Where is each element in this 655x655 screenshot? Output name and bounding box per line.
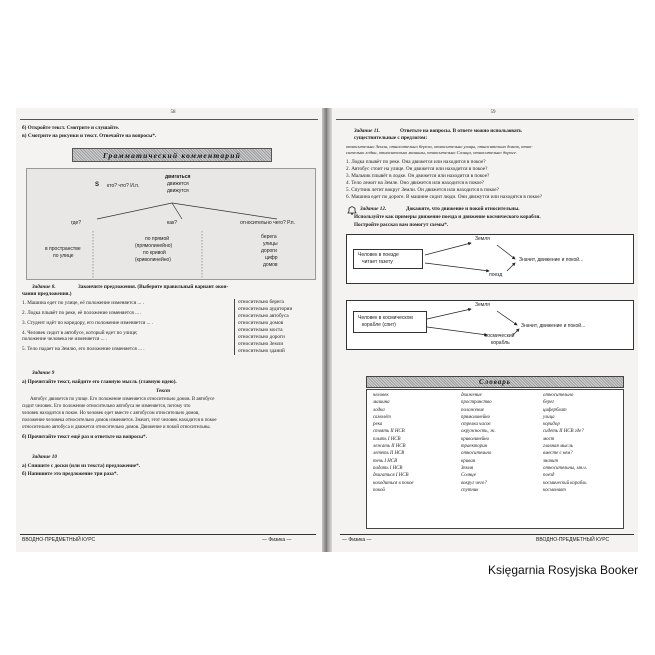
dictionary-title: Словарь	[366, 376, 624, 388]
word: лежать II НСВ	[373, 444, 406, 450]
word: плыть I НСВ	[373, 436, 401, 442]
footer-course: ВВОДНО-ПРЕДМЕТНЫЙ КУРС	[536, 537, 610, 543]
task-v-look: в) Смотрите на рисунки и текст. Отвечайте на вопросы*.	[22, 133, 157, 139]
task10-b: б) Напишите это предложение три раза*.	[22, 471, 118, 477]
train-subject-1: Человек в поезде	[358, 252, 399, 258]
task9-a: а) Прочитайте текст, найдите его главную мысль (главную идею).	[22, 379, 177, 385]
word: относительно	[543, 393, 574, 398]
how-1: по прямой	[145, 236, 170, 242]
task11-item-6: 6. Машина едет по дороге. В машине сидит люди. Они движутся или находятся в покое?	[346, 194, 543, 200]
rel-1: берега	[261, 234, 277, 240]
word: кривая	[461, 458, 475, 464]
task12-heading: Задание 12.	[360, 206, 387, 212]
task8-item-4b: положение человека не изменяется ... .	[22, 336, 108, 342]
task8-item-4: 4. Человек сидит в автобусе, который едет по улице;	[22, 330, 138, 336]
header-rule	[336, 119, 634, 120]
rel-2: улицы	[263, 241, 278, 247]
ship-subject-1: Человек в космическом	[358, 315, 413, 321]
word: двигаться I НСВ	[373, 473, 409, 479]
train-subject-2: читает газету	[362, 259, 393, 265]
task11-heading: Задание 11.	[354, 128, 380, 134]
word: поезд	[543, 473, 555, 479]
dictionary-column-2	[461, 392, 496, 494]
ship-result: Значит, движение и покой...	[521, 323, 586, 329]
task11-item-4: 4. Тело лежит на Земле. Оно движется или находится в покое?	[346, 180, 484, 186]
task11-text-2: существительные с предлогом:	[354, 135, 428, 141]
option-3: относительно автобуса	[238, 313, 289, 319]
task9-line-2: сидит человек. Его положение относительно автобуса не изменяется, потому что	[22, 404, 191, 409]
word: покой	[373, 487, 385, 493]
task8-text-2: чания предложения.)	[22, 291, 72, 297]
ship-subject-2: корабле (спит)	[362, 322, 396, 328]
footer-rule	[20, 534, 316, 535]
word: коридор	[543, 422, 560, 428]
options-divider	[234, 299, 235, 355]
task9-text-title: Текст	[156, 388, 171, 394]
word: космонавт	[543, 487, 566, 493]
word: относительны, мн.ч.	[543, 465, 587, 471]
option-1: относительно берега	[238, 299, 284, 305]
word: движение	[461, 393, 482, 398]
task8-item-1: 1. Машина едет по улице, её положение изменяется ... .	[22, 300, 144, 306]
ship-earth: Земля	[475, 302, 490, 308]
watermark-label: Księgarnia Rosyjska Booker	[488, 563, 639, 577]
footer-course: ВВОДНО-ПРЕДМЕТНЫЙ КУРС	[22, 537, 96, 543]
task9-line-4: положение человека относительно домов изменяется. Значит, этот человек находится в покое	[22, 418, 217, 423]
scheme-train	[346, 234, 634, 284]
task9-heading: Задание 9	[32, 370, 55, 376]
book-spread	[16, 108, 638, 552]
option-8: относительно зданий	[238, 348, 285, 354]
where-1: в пространстве	[45, 246, 81, 252]
footer-subject: — Физика —	[342, 537, 372, 543]
footer-subject: — Физика —	[262, 537, 292, 543]
option-2: относительно аудитории	[238, 306, 293, 312]
how-2: (прямолинейно)	[135, 243, 173, 249]
word: падать I НСВ	[373, 465, 403, 471]
left-page	[16, 108, 322, 552]
word: спутник	[461, 487, 479, 493]
word: река	[373, 422, 383, 428]
word: вокруг чего?	[461, 480, 487, 486]
task8-item-5: 5. Тело падает на Землю, его положение изменяется ... .	[22, 346, 145, 352]
word: значит	[543, 458, 559, 464]
task12-text-3: Постройте рассказ вам помогут схемы*.	[354, 222, 449, 228]
rel-5: домов	[263, 262, 278, 268]
word: Солнце	[461, 473, 476, 479]
footer-rule	[340, 534, 634, 535]
how-4: (криволинейно)	[135, 257, 171, 263]
word: криволинейно	[461, 436, 490, 442]
task10-heading: Задание 10	[32, 454, 57, 460]
task12-text-2: Используйте как примеры движение поезда и движение космического корабля.	[354, 214, 541, 220]
word: мост	[543, 436, 555, 442]
rel-4: цифр	[265, 255, 278, 261]
task10-a: а) Спишите с доски (или из текста) предложение*.	[22, 463, 141, 469]
task8-item-2: 2. Лодка плывёт по реке, её положение изменяется ... .	[22, 310, 142, 316]
verb-2: движется	[167, 181, 189, 187]
word: траектория	[461, 444, 487, 450]
q-relative: относительно чего? Р.п.	[240, 220, 296, 226]
right-page	[332, 108, 638, 552]
word: человек	[373, 393, 389, 398]
task11-hint-1: относительно Земли, относительно берега, относительно улицы, относительно домов, отно-	[346, 144, 533, 149]
page-number: 59	[490, 110, 496, 115]
word: сидеть II НСВ где?	[543, 429, 584, 435]
train-train: поезд	[489, 272, 503, 278]
word: берег	[543, 400, 555, 406]
how-3: по кривой	[143, 250, 166, 256]
task9-b: б) Прочитайте текст ещё раз и ответьте на вопросы*.	[22, 434, 147, 440]
verb-1: двигаться	[165, 174, 191, 180]
question-top: кто? что? И.п.	[107, 183, 140, 189]
word: стрелка часов	[461, 422, 491, 428]
train-earth: Земля	[475, 236, 490, 242]
task8-item-3: 3. Студент идёт по коридору, его положение изменяется ... .	[22, 320, 154, 326]
dictionary-column-1	[373, 392, 414, 494]
task9-line-5: относительно автобуса и движется относительно домов. Движение и покой относительны.	[22, 425, 211, 430]
task9-line-3: человек находится в покое. Но человек едет вместе с автобусом относительно домов,	[22, 411, 200, 416]
grammar-comment-title: Грамматический комментарий	[72, 148, 272, 162]
task8-text-1: Закончите предложения. (Выберите правильный вариант окон-	[78, 284, 229, 290]
where-2: по улице	[53, 253, 74, 259]
word: лодка	[373, 407, 385, 413]
word: течь I НСВ	[373, 458, 398, 464]
word: космический корабль	[543, 480, 587, 486]
word: циферблат	[543, 407, 567, 413]
word: стоять II НСВ	[373, 429, 405, 435]
word: улица	[543, 414, 555, 420]
page-number: 58	[170, 110, 176, 115]
subject-s: S	[95, 182, 100, 188]
ship-ship-2: корабль	[491, 340, 510, 346]
word: Земля	[461, 465, 473, 471]
option-6: относительно дороги	[238, 334, 285, 340]
word: главная мысль	[543, 444, 573, 450]
dictionary-column-3	[543, 392, 587, 494]
task11-hint-2: сительно лодки, относительно машины, относительно Солнца, относительно дороге.	[346, 150, 517, 155]
q-how: как?	[167, 220, 178, 226]
task11-item-5: 5. Спутник летит вокруг Земли. Он движется или находится в покое?	[346, 187, 499, 193]
option-4: относительно домов	[238, 320, 284, 326]
word: вместе с кем?	[543, 451, 573, 457]
word: относительно	[461, 451, 492, 457]
scheme-train-subject	[353, 249, 423, 269]
train-result: Значит, движение и покой...	[519, 257, 584, 263]
header-rule	[20, 119, 318, 120]
scheme-spaceship	[346, 300, 634, 350]
rel-3: дороги	[261, 248, 277, 254]
word: пространство	[461, 400, 492, 406]
grammar-scheme	[26, 168, 316, 280]
task9-line-1: Автобус движется по улице. Его положение изменяется относительно домов. В автобусе	[30, 397, 215, 402]
word: находиться в покое	[373, 480, 414, 486]
q-where: где?	[71, 220, 82, 226]
task11-text-1: Ответьте на вопросы. В ответе можно использовать	[400, 128, 522, 134]
task-b-open: б) Откройте текст. Смотрите и слушайте.	[22, 125, 120, 131]
task11-item-1: 1. Лодка плывёт по реке. Она движется или находится в покое?	[346, 159, 486, 165]
task11-item-3: 3. Мальчик плывёт в лодке. Он движется или находится в покое?	[346, 173, 490, 179]
task12-text-1: Докажите, что движение и покой относительны.	[406, 206, 520, 212]
word: положение	[461, 407, 484, 413]
option-5: относительно моста	[238, 327, 283, 333]
task11-item-2: 2. Автобус стоит на улице. Он движется или находится в покое?	[346, 166, 488, 172]
scheme-spaceship-subject	[353, 311, 427, 333]
book-gutter	[322, 108, 332, 552]
ship-ship-1: космический	[485, 333, 515, 339]
word: прямолинейно	[461, 414, 491, 420]
option-7: относительно Земли	[238, 341, 284, 347]
task8-heading: Задание 8.	[32, 284, 56, 290]
word: лететь II НСВ	[373, 451, 405, 457]
verb-3: движутся	[167, 188, 189, 194]
word: машина	[373, 400, 390, 406]
word: окружность, ж.	[461, 429, 496, 435]
dictionary-box	[366, 389, 624, 529]
word: самолёт	[373, 414, 391, 420]
